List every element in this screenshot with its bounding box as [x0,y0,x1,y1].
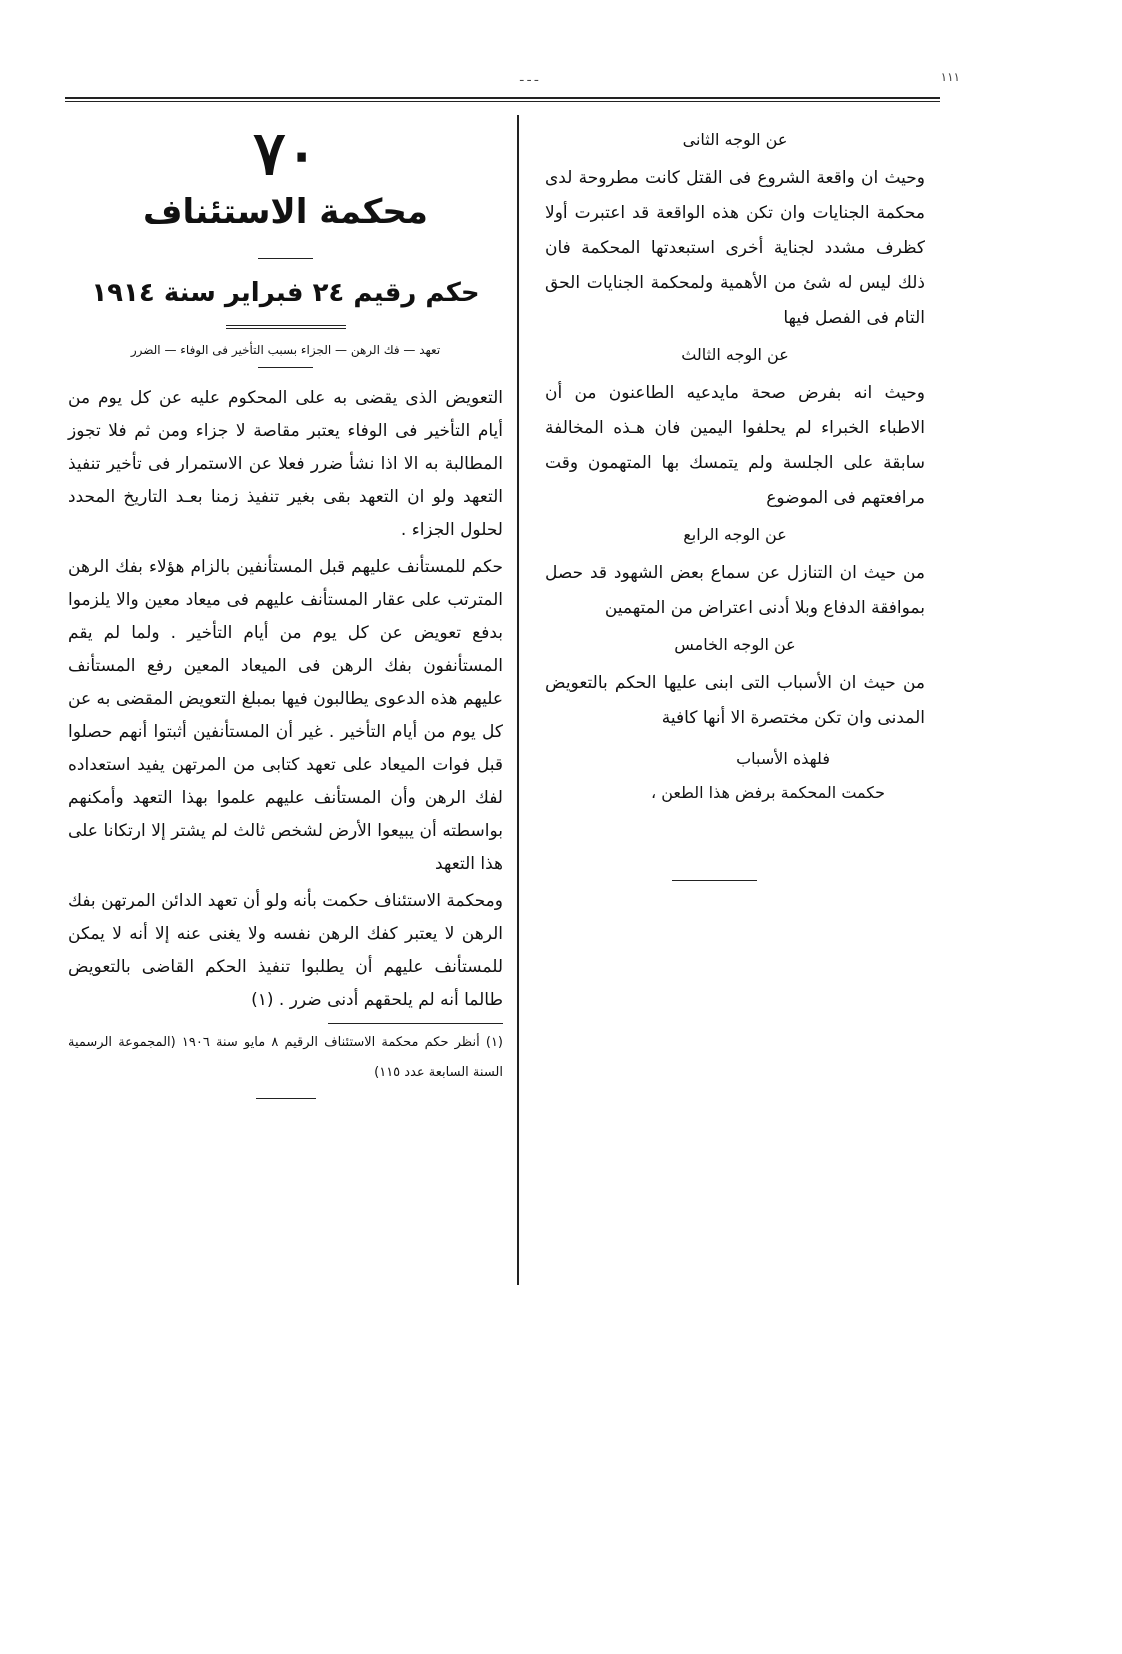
section-heading: عن الوجه الخامس [674,635,796,654]
column-divider [517,115,519,1285]
running-head-middle: ـ ـ ـ [520,70,539,84]
judgment-date-line: حكم رقيم ٢٤ فبراير سنة ١٩١٤ [91,278,480,308]
section-text: وحيث ان واقعة الشروع فى القتل كانت مطروحة لدى محكمة الجنايات وان تكن هذه الواقعة قد اعتبرت أولا كظرف مشدد لجناية أخرى استبعدتها المحكمة فان ذلك ليس له شئ من الأهمية ولمحكمة الجنايات الحق التام فى الفصل فيها [545,168,925,328]
section-text: وحيث انه بفرض صحة مايدعيه الطاعنون من أن الاطباء الخبراء لم يحلفوا اليمين فان هـذه المخالفة سابقة على الجلسة ولم يتمسك بها المتهمون وقت مرافعتهم فى الموضوع [545,383,925,508]
case-number: ٧٠ [253,119,318,189]
keywords-rule [258,367,313,368]
section-text: من حيث ان الأسباب التى ابنى عليها الحكم بالتعويض المدنى وان تكن مختصرة الا أنها كافية [545,673,925,728]
court-title: محكمة الاستئناف [143,192,428,232]
footnote: (١) أنظر حكم محكمة الاستئناف الرقيم ٨ مايو سنة ١٩٠٦ (المجموعة الرسمية السنة السابعة عدد ١١٥) [68,1035,503,1080]
section-heading: عن الوجه الرابع [683,525,787,544]
headnote-paragraph: التعويض الذى يقضى به على المحكوم عليه عن كل يوم من أيام التأخير فى الوفاء يعتبر مقاصة لا جزاء ومن ثم فلا تجوز المطالبة به الا اذا نشأ ضرر فعلا عن الاستمرار فى تأخير تنفيذ التعهد ولو ان التعهد بقى بغير تنفيذ زمنا بعـد التاريخ المحدد لحلول الجزاء . [68,388,503,540]
section-heading: عن الوجه الثالث [681,345,789,364]
bottom-rule [256,1098,316,1099]
page-number: ١١١ [940,70,960,84]
closing-verdict: حكمت المحكمة برفض هذا الطعن ، [651,783,885,802]
judgment-rule [226,325,346,329]
facts-paragraph: حكم للمستأنف عليهم قبل المستأنفين بالزام هؤلاء بفك الرهن المترتب على عقار المستأنف عليهم فى ميعاد معين والا يلزموا بدفع تعويض عن كل يوم من أيام التأخير . ولما لم يقم المستأنفون بفك الرهن فى الميعاد المعين رفع المستأنف عليهم هذه الدعوى يطالبون فيها بمبلغ التعويض المقضى به عن كل يوم من أيام التأخير . غير أن المستأنفين أثبتوا أنهم حصلوا قبل فوات الميعاد على تعهد كتابى من المرتهن يفيد استعداده لفك الرهن وأن المستأنف عليهم علموا بهذا التعهد وأمكنهم بواسطته أن يبيعوا الأرض لشخص ثالث لم يشتر إلا ارتكانا على هذا التعهد [68,557,503,874]
footnote-rule [328,1023,503,1024]
keywords-line: تعهد — فك الرهن — الجزاء بسبب التأخير فى الوفاء — الضرر [130,343,441,357]
section-text: من حيث ان التنازل عن سماع بعض الشهود قد حصل بموافقة الدفاع وبلا أدنى اعتراض من المتهمين [545,563,925,618]
right-column [545,125,925,881]
section-heading: عن الوجه الثانى [682,130,788,149]
ruling-paragraph: ومحكمة الاستئناف حكمت بأنه ولو أن تعهد الدائن المرتهن بفك الرهن لا يعتبر كفك الرهن نفسه ولا يغنى عنه إلا أنه لا يمكن للمستأنف عليهم أن يطلبوا تنفيذ الحكم القاضى بالتعويض طالما أنه لم يلحقهم أدنى ضرر . (١) [68,891,503,1010]
closing-reasons: فلهذه الأسباب [736,749,830,768]
header-rule [65,97,940,102]
left-column [68,119,503,1099]
running-head [80,70,960,90]
title-rule [258,258,313,259]
end-rule [672,880,757,881]
